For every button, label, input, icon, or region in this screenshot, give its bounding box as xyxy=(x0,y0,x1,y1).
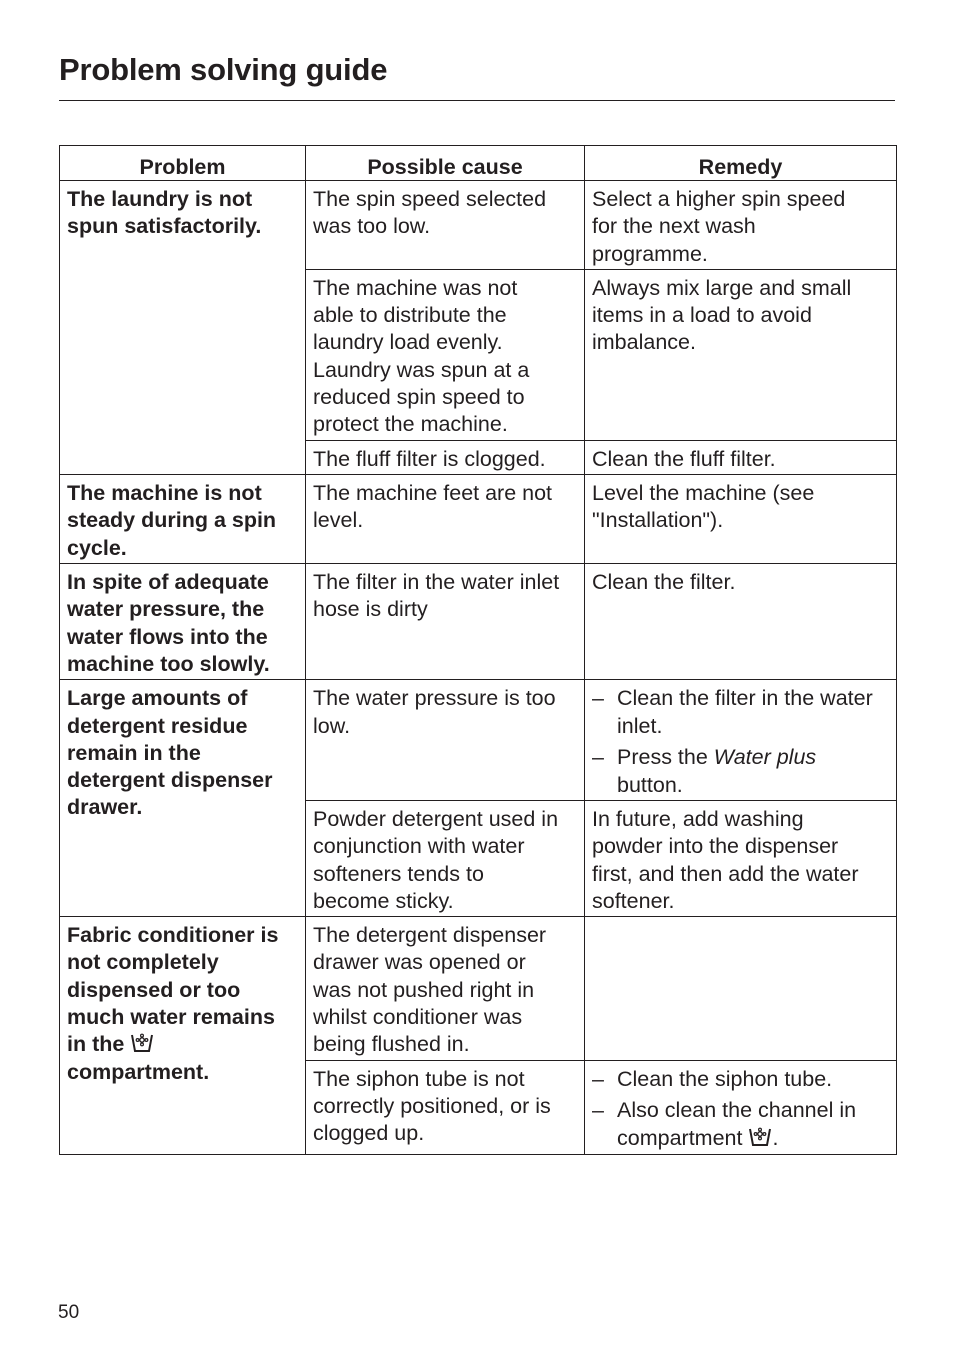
remedy-text: Also clean the channel in xyxy=(617,1098,857,1123)
remedy-text: button. xyxy=(617,772,683,797)
cause-cell xyxy=(306,680,585,801)
problem-solving-table xyxy=(59,145,897,1155)
cause-text: Laundry was spun at a xyxy=(313,357,530,382)
list-item xyxy=(592,1097,890,1152)
cause-cell xyxy=(306,917,585,1060)
remedy-text: Clean the fluff filter. xyxy=(592,446,776,471)
cause-text: being flushed in. xyxy=(313,1032,470,1057)
page-number: 50 xyxy=(58,1302,80,1323)
list-item xyxy=(592,685,890,740)
remedy-text: Clean the filter in the water xyxy=(617,686,873,711)
table-header-row xyxy=(60,146,897,181)
cause-text: drawer was opened or xyxy=(313,950,526,975)
cause-text: The water pressure is too xyxy=(313,686,556,711)
cause-text: softeners tends to xyxy=(313,861,484,886)
button-name-water-plus: Water plus xyxy=(713,745,817,770)
remedy-text: softener. xyxy=(592,888,675,913)
page-title: Problem solving guide xyxy=(59,52,388,87)
problem-text: The laundry is not xyxy=(67,187,253,211)
remedy-text: Select a higher spin speed xyxy=(592,187,846,211)
problem-text: In spite of adequate xyxy=(67,570,269,595)
cause-text: The filter in the water inlet xyxy=(313,570,560,595)
problem-text: Large amounts of xyxy=(67,686,248,711)
header-remedy: Remedy xyxy=(585,146,897,181)
cause-cell xyxy=(306,475,585,564)
problem-text: steady during a spin xyxy=(67,508,277,533)
cause-cell xyxy=(306,269,585,440)
remedy-text: first, and then add the water xyxy=(592,861,859,886)
remedy-text: Always mix large and small xyxy=(592,275,852,300)
cause-text: The detergent dispenser xyxy=(313,923,547,948)
problem-text-line xyxy=(67,1031,299,1058)
problem-cell xyxy=(60,181,306,475)
cause-text: reduced spin speed to xyxy=(313,385,525,410)
problem-text: detergent residue xyxy=(67,713,248,738)
cause-cell xyxy=(306,564,585,680)
problem-text: much water remains xyxy=(67,1005,275,1030)
cause-text: The spin speed selected xyxy=(313,187,547,211)
remedy-cell-empty xyxy=(585,917,897,1060)
table-row xyxy=(60,181,897,270)
cause-text: whilst conditioner was xyxy=(313,1005,523,1030)
problem-cell xyxy=(60,917,306,1154)
problem-text: machine too slowly. xyxy=(67,651,270,676)
remedy-text-line xyxy=(617,1125,890,1152)
dash-bullet: – xyxy=(592,1066,604,1091)
list-item xyxy=(592,1066,890,1093)
table-row xyxy=(60,917,897,1060)
dash-bullet: – xyxy=(592,1098,604,1123)
cause-text: Powder detergent used in xyxy=(313,806,559,831)
remedy-cell xyxy=(585,440,897,474)
cause-text: clogged up. xyxy=(313,1121,425,1146)
list-item xyxy=(592,744,890,799)
remedy-cell xyxy=(585,475,897,564)
problem-text: water flows into the xyxy=(67,624,268,649)
cause-cell xyxy=(306,1060,585,1154)
dash-bullet: – xyxy=(592,745,604,770)
remedy-cell xyxy=(585,564,897,680)
fabric-conditioner-compartment-icon xyxy=(130,1032,154,1054)
table-row xyxy=(60,564,897,680)
title-divider xyxy=(59,100,895,101)
cause-cell xyxy=(306,440,585,474)
cause-text: laundry load evenly. xyxy=(313,330,503,355)
remedy-text: Clean the filter. xyxy=(592,570,736,595)
cause-text: able to distribute the xyxy=(313,303,507,328)
problem-text: in the xyxy=(67,1032,125,1057)
cause-text: was too low. xyxy=(313,214,431,239)
cause-text: protect the machine. xyxy=(313,412,508,437)
cause-text: The machine was not xyxy=(313,275,518,300)
dash-bullet: – xyxy=(592,686,604,711)
cause-text: become sticky. xyxy=(313,888,454,913)
cause-text: The machine feet are not xyxy=(313,481,553,506)
remedy-list xyxy=(592,1066,890,1152)
problem-cell xyxy=(60,564,306,680)
remedy-text: . xyxy=(772,1125,779,1150)
problem-text: water pressure, the xyxy=(67,597,265,622)
remedy-text: Clean the siphon tube. xyxy=(617,1066,833,1091)
cause-text: low. xyxy=(313,713,351,738)
problem-text: Fabric conditioner is xyxy=(67,923,279,948)
cause-text: correctly positioned, or is xyxy=(313,1093,551,1118)
remedy-cell xyxy=(585,269,897,440)
remedy-text: Level the machine (see xyxy=(592,481,815,506)
remedy-cell xyxy=(585,680,897,801)
remedy-text: powder into the dispenser xyxy=(592,834,839,859)
problem-text: spun satisfactorily. xyxy=(67,214,262,239)
remedy-text: for the next wash xyxy=(592,214,756,239)
cause-text: hose is dirty xyxy=(313,597,428,622)
remedy-text: programme. xyxy=(592,241,708,266)
problem-text: not completely xyxy=(67,950,219,975)
remedy-text: items in a load to avoid xyxy=(592,303,812,328)
problem-cell xyxy=(60,680,306,917)
cause-cell xyxy=(306,800,585,916)
problem-text: The machine is not xyxy=(67,481,262,506)
cause-text: was not pushed right in xyxy=(313,977,535,1002)
remedy-text: imbalance. xyxy=(592,330,696,355)
problem-text: cycle. xyxy=(67,535,127,560)
problem-cell xyxy=(60,475,306,564)
remedy-list xyxy=(592,685,890,799)
remedy-text: compartment xyxy=(617,1125,743,1150)
remedy-cell xyxy=(585,1060,897,1154)
table-row xyxy=(60,680,897,801)
problem-text: dispensed or too xyxy=(67,977,241,1002)
remedy-text: In future, add washing xyxy=(592,806,804,831)
remedy-text-line xyxy=(617,744,890,771)
remedy-text: inlet. xyxy=(617,713,663,738)
cause-cell xyxy=(306,181,585,270)
cause-text: conjunction with water xyxy=(313,834,525,859)
remedy-cell xyxy=(585,800,897,916)
remedy-text: "Installation"). xyxy=(592,508,724,533)
header-problem: Problem xyxy=(60,146,306,181)
cause-text: level. xyxy=(313,508,364,533)
table-row xyxy=(60,475,897,564)
remedy-text: Press the xyxy=(617,745,714,770)
header-possible-cause: Possible cause xyxy=(306,146,585,181)
problem-text: compartment. xyxy=(67,1059,210,1084)
problem-text: remain in the xyxy=(67,740,201,765)
cause-text: The fluff filter is clogged. xyxy=(313,446,546,471)
fabric-conditioner-compartment-icon xyxy=(748,1126,772,1148)
remedy-cell xyxy=(585,181,897,270)
cause-text: The siphon tube is not xyxy=(313,1066,525,1091)
problem-text: detergent dispenser xyxy=(67,768,273,793)
problem-text: drawer. xyxy=(67,795,143,820)
